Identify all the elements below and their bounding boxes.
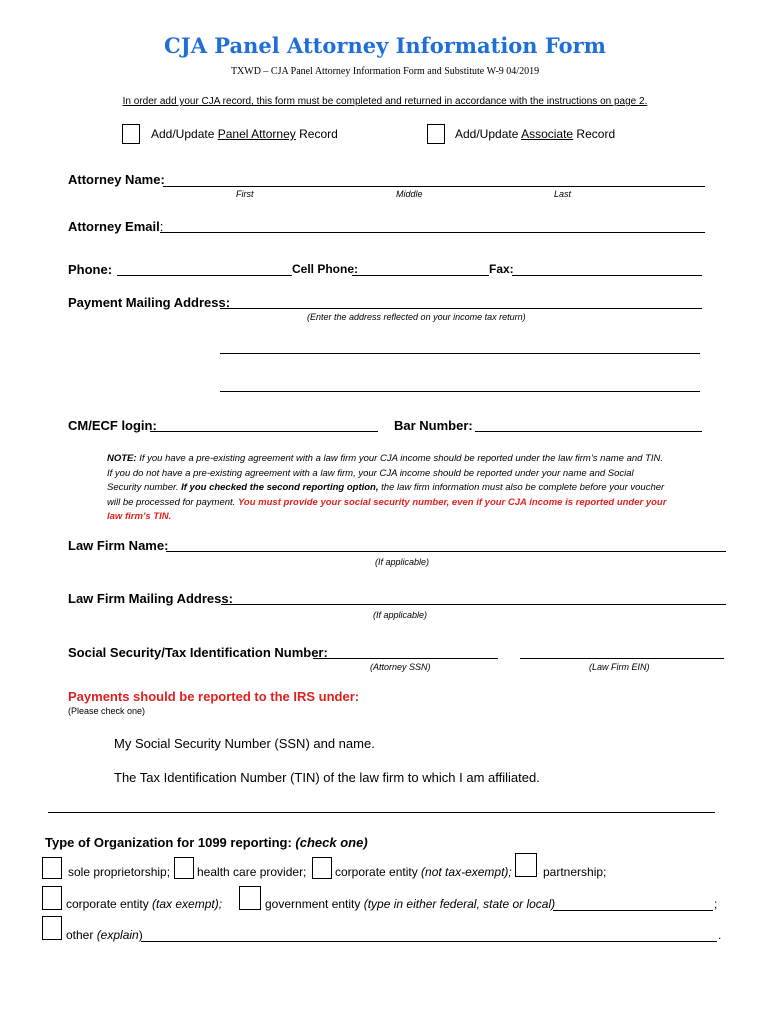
- attorney-email-label: Attorney Email:: [68, 219, 164, 234]
- bar-number-input[interactable]: [475, 431, 702, 432]
- org-type-heading: Type of Organization for 1099 reporting: (check one): [45, 835, 368, 850]
- associate-checkbox[interactable]: [427, 124, 445, 144]
- option-ssn[interactable]: My Social Security Number (SSN) and name.: [114, 736, 375, 751]
- attorney-ssn-input[interactable]: [313, 658, 498, 659]
- phone-label: Phone:: [68, 262, 113, 277]
- payment-address-label: Payment Mailing Address:: [68, 295, 231, 310]
- law-firm-address-input[interactable]: [221, 604, 726, 605]
- cmecf-input[interactable]: [150, 431, 378, 432]
- other-checkbox[interactable]: [42, 916, 62, 940]
- last-hint: Last: [554, 189, 572, 199]
- form-instructions: In order add your CJA record, this form must be completed and returned in accordance with the instructions on page 2.: [122, 96, 648, 107]
- panel-attorney-label: Add/Update Panel Attorney Record: [151, 127, 338, 141]
- phone-input[interactable]: [117, 275, 292, 276]
- corporate-exempt-checkbox[interactable]: [42, 886, 62, 910]
- other-label: other (explain): [66, 928, 143, 942]
- other-period: .: [718, 928, 722, 942]
- partnership-label: partnership;: [543, 865, 607, 879]
- other-explain-input[interactable]: [141, 941, 717, 942]
- cell-phone-input[interactable]: [352, 275, 489, 276]
- law-firm-ein-hint: (Law Firm EIN): [589, 662, 650, 672]
- first-hint: First: [236, 189, 254, 199]
- law-firm-name-label: Law Firm Name:: [68, 538, 169, 553]
- government-label: government entity (type in either federal, state or local): [265, 897, 556, 911]
- government-type-input[interactable]: [553, 910, 713, 911]
- associate-label: Add/Update Associate Record: [455, 127, 616, 141]
- law-firm-name-hint: (If applicable): [375, 557, 430, 567]
- sole-proprietorship-checkbox[interactable]: [42, 857, 62, 879]
- payment-address-input-2[interactable]: [220, 353, 700, 354]
- law-firm-ein-input[interactable]: [520, 658, 724, 659]
- panel-attorney-checkbox[interactable]: [122, 124, 140, 144]
- fax-label: Fax:: [489, 262, 514, 276]
- form-title: CJA Panel Attorney Information Form: [164, 33, 606, 58]
- attorney-name-label: Attorney Name:: [68, 172, 165, 187]
- law-firm-address-hint: (If applicable): [373, 610, 428, 620]
- payment-address-input-3[interactable]: [220, 391, 700, 392]
- corporate-exempt-label: corporate entity (tax exempt);: [66, 897, 223, 911]
- section-divider: [48, 812, 715, 813]
- partnership-checkbox[interactable]: [515, 853, 537, 877]
- government-checkbox[interactable]: [239, 886, 261, 910]
- note-paragraph: NOTE: If you have a pre-existing agreement with a law firm your CJA income should be reported under the law firm’s name and TIN. If you do not have a pre-existing agreement with a law firm, your CJA income should be reported under your name and Social Security number. If you checked the second reporting option, the law firm information must also be complete before your voucher will be processed for payment. You must provide your social security number, even if your CJA income is reported under your law firm’s TIN.: [107, 453, 667, 522]
- cmecf-label: CM/ECF login:: [68, 418, 157, 433]
- payment-address-hint: (Enter the address reflected on your income tax return): [307, 312, 526, 322]
- attorney-ssn-hint: (Attorney SSN): [370, 662, 431, 672]
- attorney-email-input[interactable]: [160, 232, 705, 233]
- corporate-nonexempt-label: corporate entity (not tax-exempt);: [335, 865, 512, 879]
- corporate-nonexempt-checkbox[interactable]: [312, 857, 332, 879]
- government-semicolon: ;: [714, 897, 718, 911]
- irs-heading: Payments should be reported to the IRS under:: [68, 689, 360, 704]
- sole-proprietorship-label: sole proprietorship;: [68, 865, 171, 879]
- law-firm-name-input[interactable]: [166, 551, 726, 552]
- middle-hint: Middle: [396, 189, 423, 199]
- law-firm-address-label: Law Firm Mailing Address:: [68, 591, 233, 606]
- health-care-label: health care provider;: [197, 865, 307, 879]
- fax-input[interactable]: [512, 275, 702, 276]
- health-care-checkbox[interactable]: [174, 857, 194, 879]
- form-subtitle: TXWD – CJA Panel Attorney Information Form and Substitute W-9 04/2019: [230, 66, 540, 77]
- payment-address-input-1[interactable]: [220, 308, 702, 309]
- tax-id-label: Social Security/Tax Identification Number:: [68, 645, 328, 660]
- check-one-note: (Please check one): [68, 706, 146, 716]
- option-tin[interactable]: The Tax Identification Number (TIN) of the law firm to which I am affiliated.: [114, 770, 540, 785]
- bar-number-label: Bar Number:: [394, 418, 473, 433]
- attorney-name-input[interactable]: [163, 186, 705, 187]
- cell-phone-label: Cell Phone:: [292, 262, 359, 276]
